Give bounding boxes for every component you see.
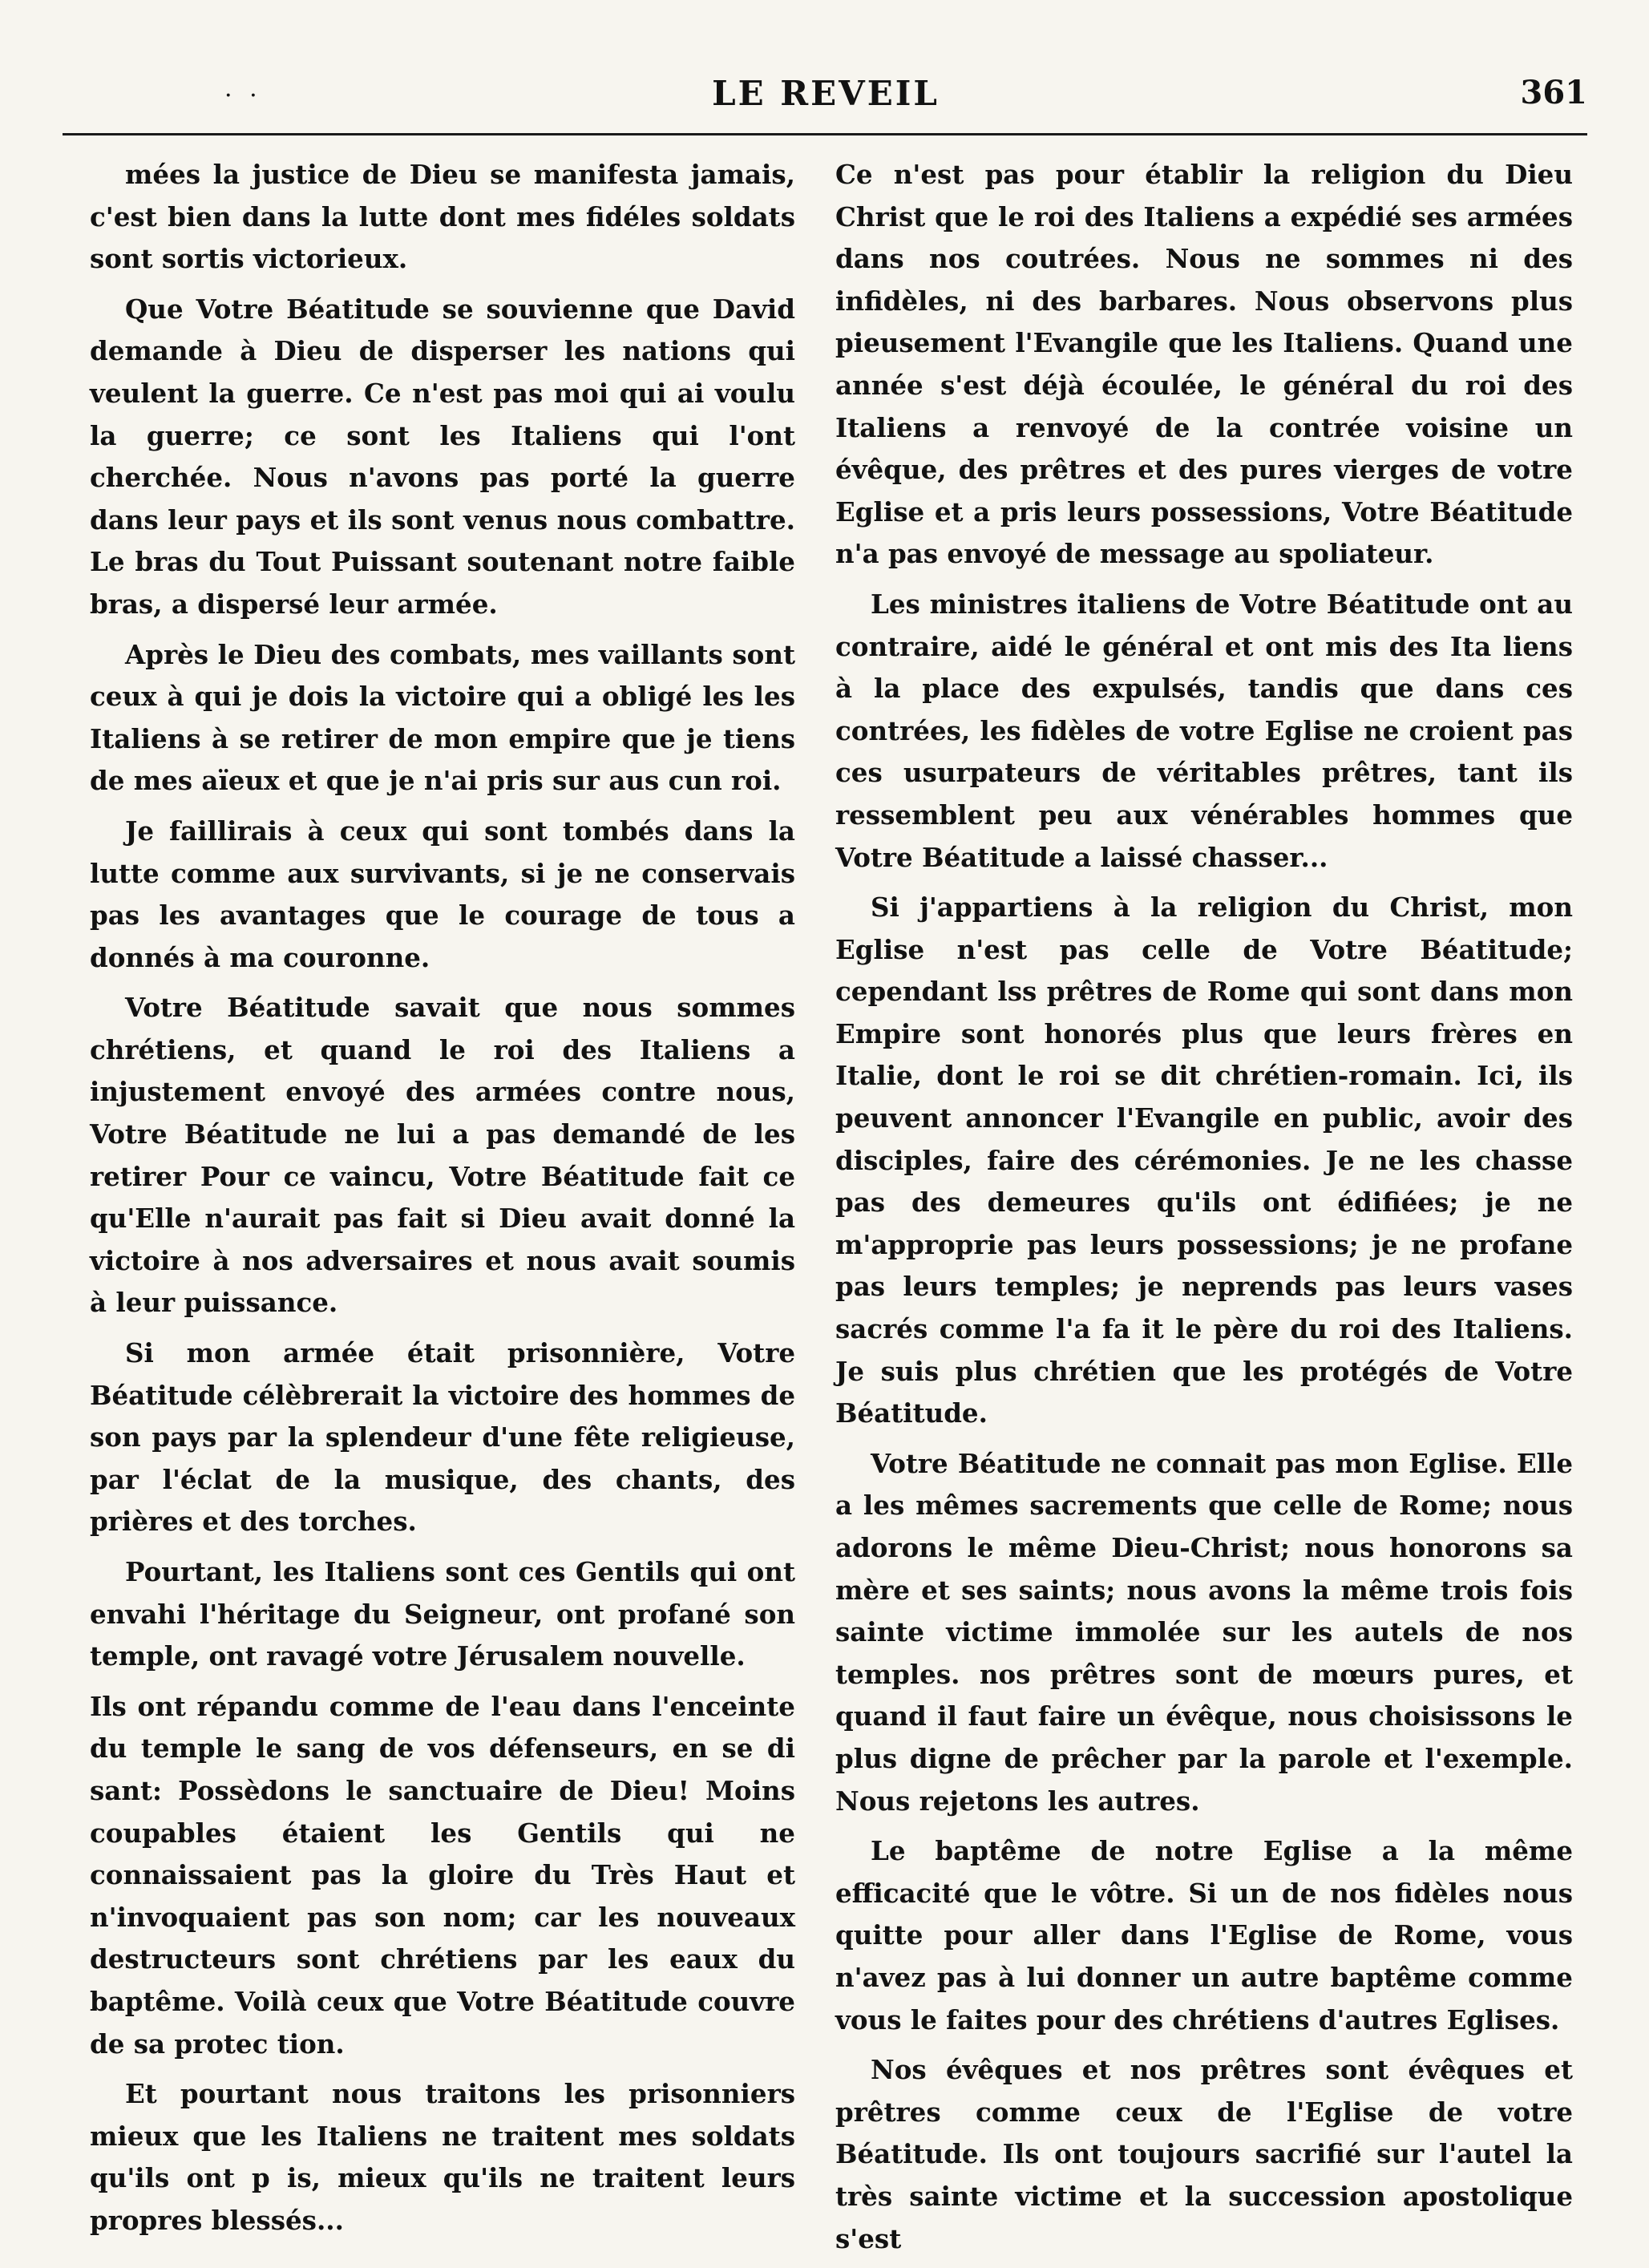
running-title: LE REVEIL — [712, 74, 940, 113]
paragraph: Je faillirais à ceux qui sont tombés dans la lutte comme aux survivants, si je ne conservais pas les avantages que le courage de tous a donnés à ma couronne. — [90, 815, 795, 973]
header-dots: · · — [224, 82, 262, 110]
right-column — [835, 154, 1573, 2268]
paragraph: Ils ont répandu comme de l'eau dans l'enceinte du temple le sang de vos défenseurs, en se di sant: Possèdons le sanctuaire de Dieu! Moins coupables étaient les Gentils qui ne connaissaient pas la gloire du Très Haut et n'invoquaient pas son nom; car les nouveaux destructeurs sont chrétiens par les eaux du baptême. Voilà ceux que Votre Béatitude couvre de sa protec tion. — [90, 1690, 795, 2060]
paragraph: Et pourtant nous traitons les prisonniers mieux que les Italiens ne traitent mes soldats qu'ils ont p is, mieux qu'ils ne traitent leurs propres blessés... — [90, 2078, 795, 2236]
paragraph: Votre Béatitude savait que nous sommes chrétiens, et quand le roi des Italiens a injustement envoyé des armées contre nous, Votre Béatitude ne lui a pas demandé de les retirer Pour ce vaincu, Votre Béatitude fait ce qu'Elle n'aurait pas fait si Dieu avait donné la victoire à nos adversaires et nous avait soumis à leur puissance. — [90, 992, 795, 1319]
paragraph: mées la justice de Dieu se manifesta jamais, c'est bien dans la lutte dont mes fidéles soldats sont sortis victorieux. — [90, 159, 795, 275]
page-header — [64, 74, 1587, 130]
paragraph: Pourtant, les Italiens sont ces Gentils qui ont envahi l'héritage du Seigneur, ont profané son temple, ont ravagé votre Jérusalem nouvelle. — [90, 1556, 795, 1672]
page-number: 361 — [1520, 74, 1587, 111]
header-rule — [63, 133, 1587, 135]
paragraph: Votre Béatitude ne connait pas mon Eglise. Elle a les mêmes sacrements que celle de Rome; nous adorons le même Dieu-Christ; nous honorons sa mère et ses saints; nous avons la même trois fois sainte victime immolée sur les autels de nos temples. nos prêtres sont de mœurs pures, et quand il faut faire un évêque, nous choisissons le plus digne de prêcher par la parole et l'exemple. Nous rejetons les autres. — [835, 1447, 1573, 1817]
paragraph: Nos évêques et nos prêtres sont évêques et prêtres comme ceux de l'Eglise de votre Béatitude. Ils ont toujours sacrifié sur l'autel la très sainte victime et la succession apostolique s'est — [835, 2054, 1573, 2254]
paragraph: Si j'appartiens à la religion du Christ, mon Eglise n'est pas celle de Votre Béatitude; cependant lss prêtres de Rome qui sont dans mon Empire sont honorés plus que leurs frères en Italie, dont le roi se dit chrétien-romain. Ici, ils peuvent annoncer l'Evangile en public, avoir des disciples, faire des cérémonies. Je ne les chasse pas des demeures qu'ils ont édifiées; je ne m'approprie pas leurs possessions; je ne profane pas leurs temples; je neprends pas leurs vases sacrés comme l'a fa it le père du roi des Italiens. Je suis plus chrétien que les protégés de Votre Béatitude. — [835, 891, 1573, 1429]
paragraph: Les ministres italiens de Votre Béatitude ont au contraire, aidé le général et ont mis des Ita liens à la place des expulsés, tandis que dans ces contrées, les fidèles de votre Eglise ne croient pas ces usurpateurs de véritables prêtres, tant ils ressemblent peu aux vénérables hommes que Votre Béatitude a laissé chasser... — [835, 588, 1573, 873]
left-column — [90, 154, 795, 2250]
paragraph: Si mon armée était prisonnière, Votre Béatitude célèbrerait la victoire des hommes de son pays par la splendeur d'une fête religieuse, par l'éclat de la musique, des chants, des prières et des torches. — [90, 1337, 795, 1538]
paragraph: Le baptême de notre Eglise a la même efficacité que le vôtre. Si un de nos fidèles nous quitte pour aller dans l'Eglise de Rome, vous n'avez pas à lui donner un autre baptême comme vous le faites pour des chrétiens d'autres Eglises. — [835, 1835, 1573, 2036]
paragraph: Que Votre Béatitude se souvienne que David demande à Dieu de disperser les nations qui veulent la guerre. Ce n'est pas moi qui ai voulu la guerre; ce sont les Italiens qui l'ont cherchée. Nous n'avons pas porté la guerre dans leur pays et ils sont venus nous combattre. Le bras du Tout Puissant soutenant notre faible bras, a dispersé leur armée. — [90, 293, 795, 620]
paragraph: Ce n'est pas pour établir la religion du Dieu Christ que le roi des Italiens a expédié ses armées dans nos coutrées. Nous ne sommes ni des infidèles, ni des barbares. Nous observons plus pieusement l'Evangile que les Italiens. Quand une année s'est déjà écoulée, le général du roi des Italiens a renvoyé de la contrée voisine un évêque, des prêtres et des pures vierges de votre Eglise et a pris leurs possessions, Votre Béatitude n'a pas envoyé de message au spoliateur. — [835, 159, 1573, 570]
paragraph: Après le Dieu des combats, mes vaillants sont ceux à qui je dois la victoire qui a obligé les les Italiens à se retirer de mon empire que je tiens de mes aïeux et que je n'ai pris sur aus cun roi. — [90, 638, 795, 797]
